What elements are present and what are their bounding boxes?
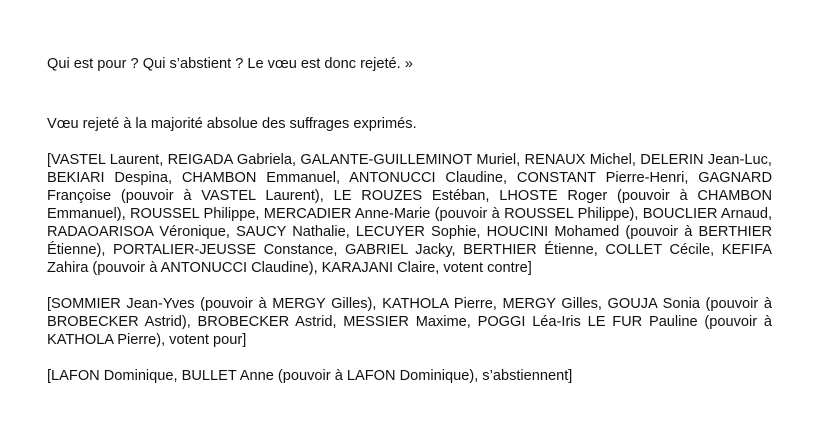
document-page xyxy=(47,55,772,385)
votes-for-paragraph: [SOMMIER Jean-Yves (pouvoir à MERGY Gilles), KATHOLA Pierre, MERGY Gilles, GOUJA Sonia (pouvoir à BROBECKER Astrid), BROBECKER Astrid, MESSIER Maxime, POGGI Léa-Iris LE FUR Pauline (pouvoir à KATHOLA Pierre), votent pour] xyxy=(47,296,772,348)
vote-result-paragraph: Vœu rejeté à la majorité absolue des suffrages exprimés. xyxy=(47,116,417,132)
closing-quote-paragraph: Qui est pour ? Qui s’abstient ? Le vœu est donc rejeté. » xyxy=(47,56,413,72)
abstentions-paragraph: [LAFON Dominique, BULLET Anne (pouvoir à LAFON Dominique), s’abstiennent] xyxy=(47,368,573,384)
votes-against-paragraph: [VASTEL Laurent, REIGADA Gabriela, GALANTE-GUILLEMINOT Muriel, RENAUX Michel, DELERIN Jean-Luc, BEKIARI Despina, CHAMBON Emmanuel, ANTONUCCI Claudine, CONSTANT Pierre-Henri, GAGNARD Françoise (pouvoir à VASTEL Laurent), LE ROUZES Estéban, LHOSTE Roger (pouvoir à CHAMBON Emmanuel), ROUSSEL Philippe, MERCADIER Anne-Marie (pouvoir à ROUSSEL Philippe), BOUCLIER Arnaud, RADAOARISOA Véronique, SAUCY Nathalie, LECUYER Sophie, HOUCINI Mohamed (pouvoir à BERTHIER Étienne), PORTALIER-JEUSSE Constance, GABRIEL Jacky, BERTHIER Étienne, COLLET Cécile, KEFIFA Zahira (pouvoir à ANTONUCCI Claudine), KARAJANI Claire, votent contre] xyxy=(47,152,772,276)
